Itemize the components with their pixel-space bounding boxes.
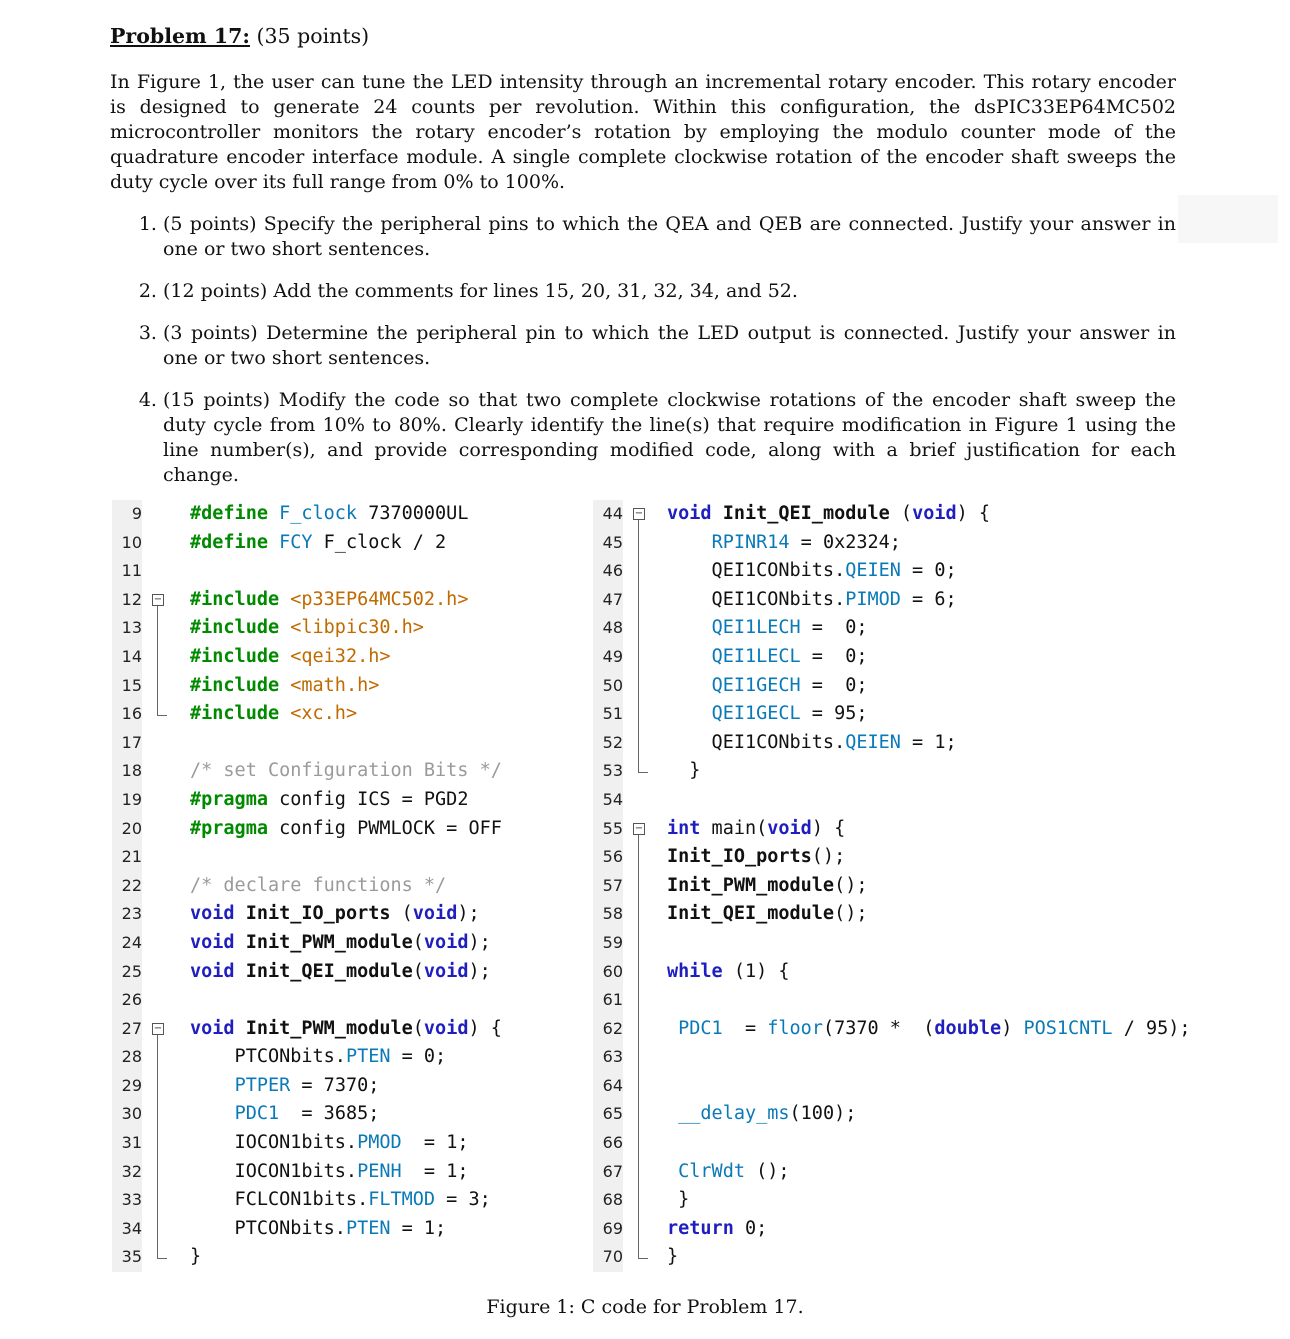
fold-guide xyxy=(633,843,647,872)
line-number: 35 xyxy=(112,1243,142,1272)
fold-collapse-icon[interactable]: − xyxy=(633,815,647,844)
code-line xyxy=(593,986,1283,1015)
line-number: 18 xyxy=(112,757,142,786)
code-text: #include <xc.h> xyxy=(190,703,358,725)
code-line xyxy=(593,557,1283,586)
code-line xyxy=(112,900,592,929)
line-number: 14 xyxy=(112,643,142,672)
line-number: 24 xyxy=(112,929,142,958)
code-line xyxy=(112,1243,592,1272)
code-text: __delay_ms(100); xyxy=(678,1103,857,1125)
code-text: void Init_PWM_module(void); xyxy=(190,931,491,953)
line-number: 60 xyxy=(593,958,623,987)
code-line xyxy=(112,815,592,844)
line-number: 12 xyxy=(112,586,142,615)
code-text: Init_IO_ports(); xyxy=(667,846,846,868)
line-number: 64 xyxy=(593,1072,623,1101)
fold-guide xyxy=(152,1129,166,1158)
fold-guide xyxy=(633,872,647,901)
fold-guide xyxy=(633,958,647,987)
fold-guide xyxy=(633,1186,647,1215)
code-line xyxy=(593,1215,1283,1244)
fold-guide xyxy=(152,672,166,701)
code-text: #define FCY F_clock / 2 xyxy=(190,531,447,553)
line-number: 15 xyxy=(112,672,142,701)
code-text: QEI1GECL = 95; xyxy=(711,703,868,725)
line-number: 59 xyxy=(593,929,623,958)
line-number: 19 xyxy=(112,786,142,815)
code-text: /* set Configuration Bits */ xyxy=(190,760,502,782)
line-number: 25 xyxy=(112,958,142,987)
question-1: 1. (5 points) Specify the peripheral pins to which the QEA and QEB are connected. Justify your answer in one or two short sentences. xyxy=(163,212,1176,262)
code-line xyxy=(593,843,1283,872)
code-text: while (1) { xyxy=(667,960,790,982)
line-number: 16 xyxy=(112,700,142,729)
code-line xyxy=(112,1015,592,1044)
code-text: #include <p33EP64MC502.h> xyxy=(190,588,469,610)
line-number: 23 xyxy=(112,900,142,929)
code-text: PTCONbits.PTEN = 0; xyxy=(190,1046,447,1068)
fold-guide xyxy=(152,1215,166,1244)
line-number: 55 xyxy=(593,815,623,844)
code-text: } xyxy=(190,1246,202,1268)
line-number: 13 xyxy=(112,614,142,643)
fold-guide xyxy=(633,1072,647,1101)
fold-guide xyxy=(152,700,166,729)
line-number: 62 xyxy=(593,1015,623,1044)
fold-guide xyxy=(152,614,166,643)
code-line xyxy=(112,529,592,558)
fold-guide xyxy=(633,557,647,586)
fold-guide xyxy=(633,672,647,701)
line-number: 34 xyxy=(112,1215,142,1244)
code-text: return 0; xyxy=(667,1217,768,1239)
code-text: PDC1 = 3685; xyxy=(234,1103,380,1125)
code-text: QEI1CONbits.PIMOD = 6; xyxy=(667,588,957,610)
fold-guide xyxy=(633,729,647,758)
line-number: 11 xyxy=(112,557,142,586)
code-text: QEI1GECH = 0; xyxy=(711,674,868,696)
question-3: 3. (3 points) Determine the peripheral pin to which the LED output is connected. Justify your answer in one or two short sentences. xyxy=(163,321,1176,371)
fold-guide xyxy=(633,614,647,643)
problem-points: (35 points) xyxy=(256,24,370,48)
line-number: 58 xyxy=(593,900,623,929)
code-line xyxy=(112,557,592,586)
code-listing-right xyxy=(593,500,1283,1272)
line-number: 61 xyxy=(593,986,623,1015)
fold-guide xyxy=(633,700,647,729)
fold-guide xyxy=(152,1243,166,1272)
fold-guide xyxy=(633,1043,647,1072)
code-line xyxy=(112,757,592,786)
code-line xyxy=(593,586,1283,615)
line-number: 54 xyxy=(593,786,623,815)
code-line xyxy=(112,1158,592,1187)
code-line xyxy=(112,1072,592,1101)
problem-intro: In Figure 1, the user can tune the LED intensity through an incremental rotary encoder. This rotary encoder is designed to generate 24 counts per revolution. Within this configuration, the dsPIC33EP64MC502 microcontroller monitors the rotary encoder’s rotation by employing the modulo counter mode of the quadrature encoder interface module. A single complete clockwise rotation of the encoder shaft sweeps the duty cycle over its full range from 0% to 100%. xyxy=(110,71,1176,193)
line-number: 66 xyxy=(593,1129,623,1158)
code-text: void Init_QEI_module (void) { xyxy=(667,503,991,524)
code-line xyxy=(593,1015,1283,1044)
code-line xyxy=(112,843,592,872)
fold-guide xyxy=(633,529,647,558)
code-line xyxy=(593,1100,1283,1129)
code-line xyxy=(593,500,1283,529)
line-number: 68 xyxy=(593,1186,623,1215)
code-line xyxy=(112,672,592,701)
fold-guide xyxy=(152,643,166,672)
line-number: 27 xyxy=(112,1015,142,1044)
code-line xyxy=(112,729,592,758)
code-line xyxy=(593,672,1283,701)
line-number: 51 xyxy=(593,700,623,729)
line-number: 63 xyxy=(593,1043,623,1072)
code-line xyxy=(593,700,1283,729)
line-number: 57 xyxy=(593,872,623,901)
code-line xyxy=(112,1215,592,1244)
code-line xyxy=(593,643,1283,672)
line-number: 44 xyxy=(593,500,623,529)
code-line xyxy=(112,586,592,615)
code-text: QEI1LECL = 0; xyxy=(711,645,868,667)
line-number: 67 xyxy=(593,1158,623,1187)
line-number: 70 xyxy=(593,1243,623,1272)
line-number: 17 xyxy=(112,729,142,758)
code-listing-left xyxy=(112,500,592,1272)
line-number: 31 xyxy=(112,1129,142,1158)
line-number: 33 xyxy=(112,1186,142,1215)
code-line xyxy=(593,815,1283,844)
code-line xyxy=(112,958,592,987)
code-text: Init_PWM_module(); xyxy=(667,874,868,896)
code-text: void Init_PWM_module(void) { xyxy=(190,1017,502,1039)
code-text: QEI1CONbits.QEIEN = 0; xyxy=(667,560,957,582)
line-number: 45 xyxy=(593,529,623,558)
fold-guide xyxy=(152,1100,166,1129)
figure-caption: Figure 1: C code for Problem 17. xyxy=(486,1296,804,1318)
code-line xyxy=(112,872,592,901)
code-text: FCLCON1bits.FLTMOD = 3; xyxy=(190,1189,491,1211)
code-line xyxy=(112,1186,592,1215)
code-text: #pragma config ICS = PGD2 xyxy=(190,788,469,810)
code-line xyxy=(593,1129,1283,1158)
fold-guide xyxy=(633,1158,647,1187)
line-number: 56 xyxy=(593,843,623,872)
code-line xyxy=(593,1072,1283,1101)
code-text: } xyxy=(667,1246,679,1268)
fold-collapse-icon[interactable]: − xyxy=(633,500,647,529)
code-line xyxy=(593,1186,1283,1215)
line-number: 21 xyxy=(112,843,142,872)
line-number: 53 xyxy=(593,757,623,786)
code-text: int main(void) { xyxy=(667,817,846,839)
code-text: #pragma config PWMLOCK = OFF xyxy=(190,817,502,839)
line-number: 22 xyxy=(112,872,142,901)
line-number: 49 xyxy=(593,643,623,672)
line-number: 28 xyxy=(112,1043,142,1072)
code-text: #define F_clock 7370000UL xyxy=(190,503,469,524)
fold-guide xyxy=(633,1243,647,1272)
code-line xyxy=(112,643,592,672)
fold-guide xyxy=(633,929,647,958)
line-number: 9 xyxy=(112,500,142,529)
code-text: IOCON1bits.PENH = 1; xyxy=(190,1160,469,1182)
code-text: PTPER = 7370; xyxy=(234,1074,380,1096)
fold-guide xyxy=(633,643,647,672)
code-text: #include <libpic30.h> xyxy=(190,617,424,639)
line-number: 29 xyxy=(112,1072,142,1101)
code-text: PDC1 = floor(7370 * (double) POS1CNTL / 95); xyxy=(678,1017,1191,1039)
line-number: 32 xyxy=(112,1158,142,1187)
line-number: 26 xyxy=(112,986,142,1015)
code-text: RPINR14 = 0x2324; xyxy=(711,531,901,553)
code-text: void Init_IO_ports (void); xyxy=(190,903,480,925)
code-text: Init_QEI_module(); xyxy=(667,903,868,925)
code-line xyxy=(593,1243,1283,1272)
line-number: 30 xyxy=(112,1100,142,1129)
fold-guide xyxy=(633,586,647,615)
code-line xyxy=(112,786,592,815)
margin-shade xyxy=(1178,195,1278,243)
fold-guide xyxy=(152,1158,166,1187)
code-line xyxy=(593,529,1283,558)
code-line xyxy=(593,900,1283,929)
line-number: 10 xyxy=(112,529,142,558)
code-line xyxy=(593,929,1283,958)
code-line xyxy=(593,729,1283,758)
line-number: 20 xyxy=(112,815,142,844)
code-text: QEI1CONbits.QEIEN = 1; xyxy=(667,731,957,753)
fold-guide xyxy=(633,1015,647,1044)
fold-guide xyxy=(152,1072,166,1101)
fold-guide xyxy=(633,900,647,929)
code-text: void Init_QEI_module(void); xyxy=(190,960,491,982)
code-line xyxy=(593,958,1283,987)
problem-label: Problem 17: xyxy=(110,24,250,48)
line-number: 46 xyxy=(593,557,623,586)
line-number: 65 xyxy=(593,1100,623,1129)
question-list xyxy=(110,212,1176,488)
fold-guide xyxy=(152,1043,166,1072)
code-text: IOCON1bits.PMOD = 1; xyxy=(190,1132,469,1154)
code-text: /* declare functions */ xyxy=(190,874,447,896)
line-number: 48 xyxy=(593,614,623,643)
code-text: PTCONbits.PTEN = 1; xyxy=(190,1217,447,1239)
code-text: #include <math.h> xyxy=(190,674,380,696)
line-number: 69 xyxy=(593,1215,623,1244)
code-line xyxy=(112,929,592,958)
code-line xyxy=(112,986,592,1015)
problem-text xyxy=(110,22,1176,505)
fold-guide xyxy=(633,1215,647,1244)
fold-collapse-icon[interactable]: − xyxy=(152,1015,166,1044)
fold-guide xyxy=(633,1129,647,1158)
line-number: 47 xyxy=(593,586,623,615)
code-text: ClrWdt (); xyxy=(678,1160,790,1182)
fold-guide xyxy=(633,986,647,1015)
code-line xyxy=(112,700,592,729)
code-text: } xyxy=(667,1189,690,1211)
problem-heading xyxy=(110,22,1176,50)
code-line xyxy=(593,614,1283,643)
code-line xyxy=(593,757,1283,786)
code-line xyxy=(112,614,592,643)
code-line xyxy=(112,500,592,529)
code-line xyxy=(593,786,1283,815)
code-line xyxy=(112,1129,592,1158)
question-4: 4. (15 points) Modify the code so that two complete clockwise rotations of the encoder shaft sweep the duty cycle from 10% to 80%. Clearly identify the line(s) that require modification in Figure 1 using the line number(s), and provide corresponding modified code, along with a brief justification for each change. xyxy=(163,388,1176,488)
question-2: 2. (12 points) Add the comments for lines 15, 20, 31, 32, 34, and 52. xyxy=(163,279,1176,304)
code-line xyxy=(593,872,1283,901)
line-number: 52 xyxy=(593,729,623,758)
code-line xyxy=(112,1043,592,1072)
code-text: #include <qei32.h> xyxy=(190,645,391,667)
fold-collapse-icon[interactable]: − xyxy=(152,586,166,615)
code-text: } xyxy=(667,760,701,782)
code-line xyxy=(593,1043,1283,1072)
line-number: 50 xyxy=(593,672,623,701)
code-line xyxy=(593,1158,1283,1187)
fold-guide xyxy=(152,1186,166,1215)
fold-guide xyxy=(633,757,647,786)
code-text: QEI1LECH = 0; xyxy=(711,617,868,639)
code-line xyxy=(112,1100,592,1129)
fold-guide xyxy=(633,1100,647,1129)
